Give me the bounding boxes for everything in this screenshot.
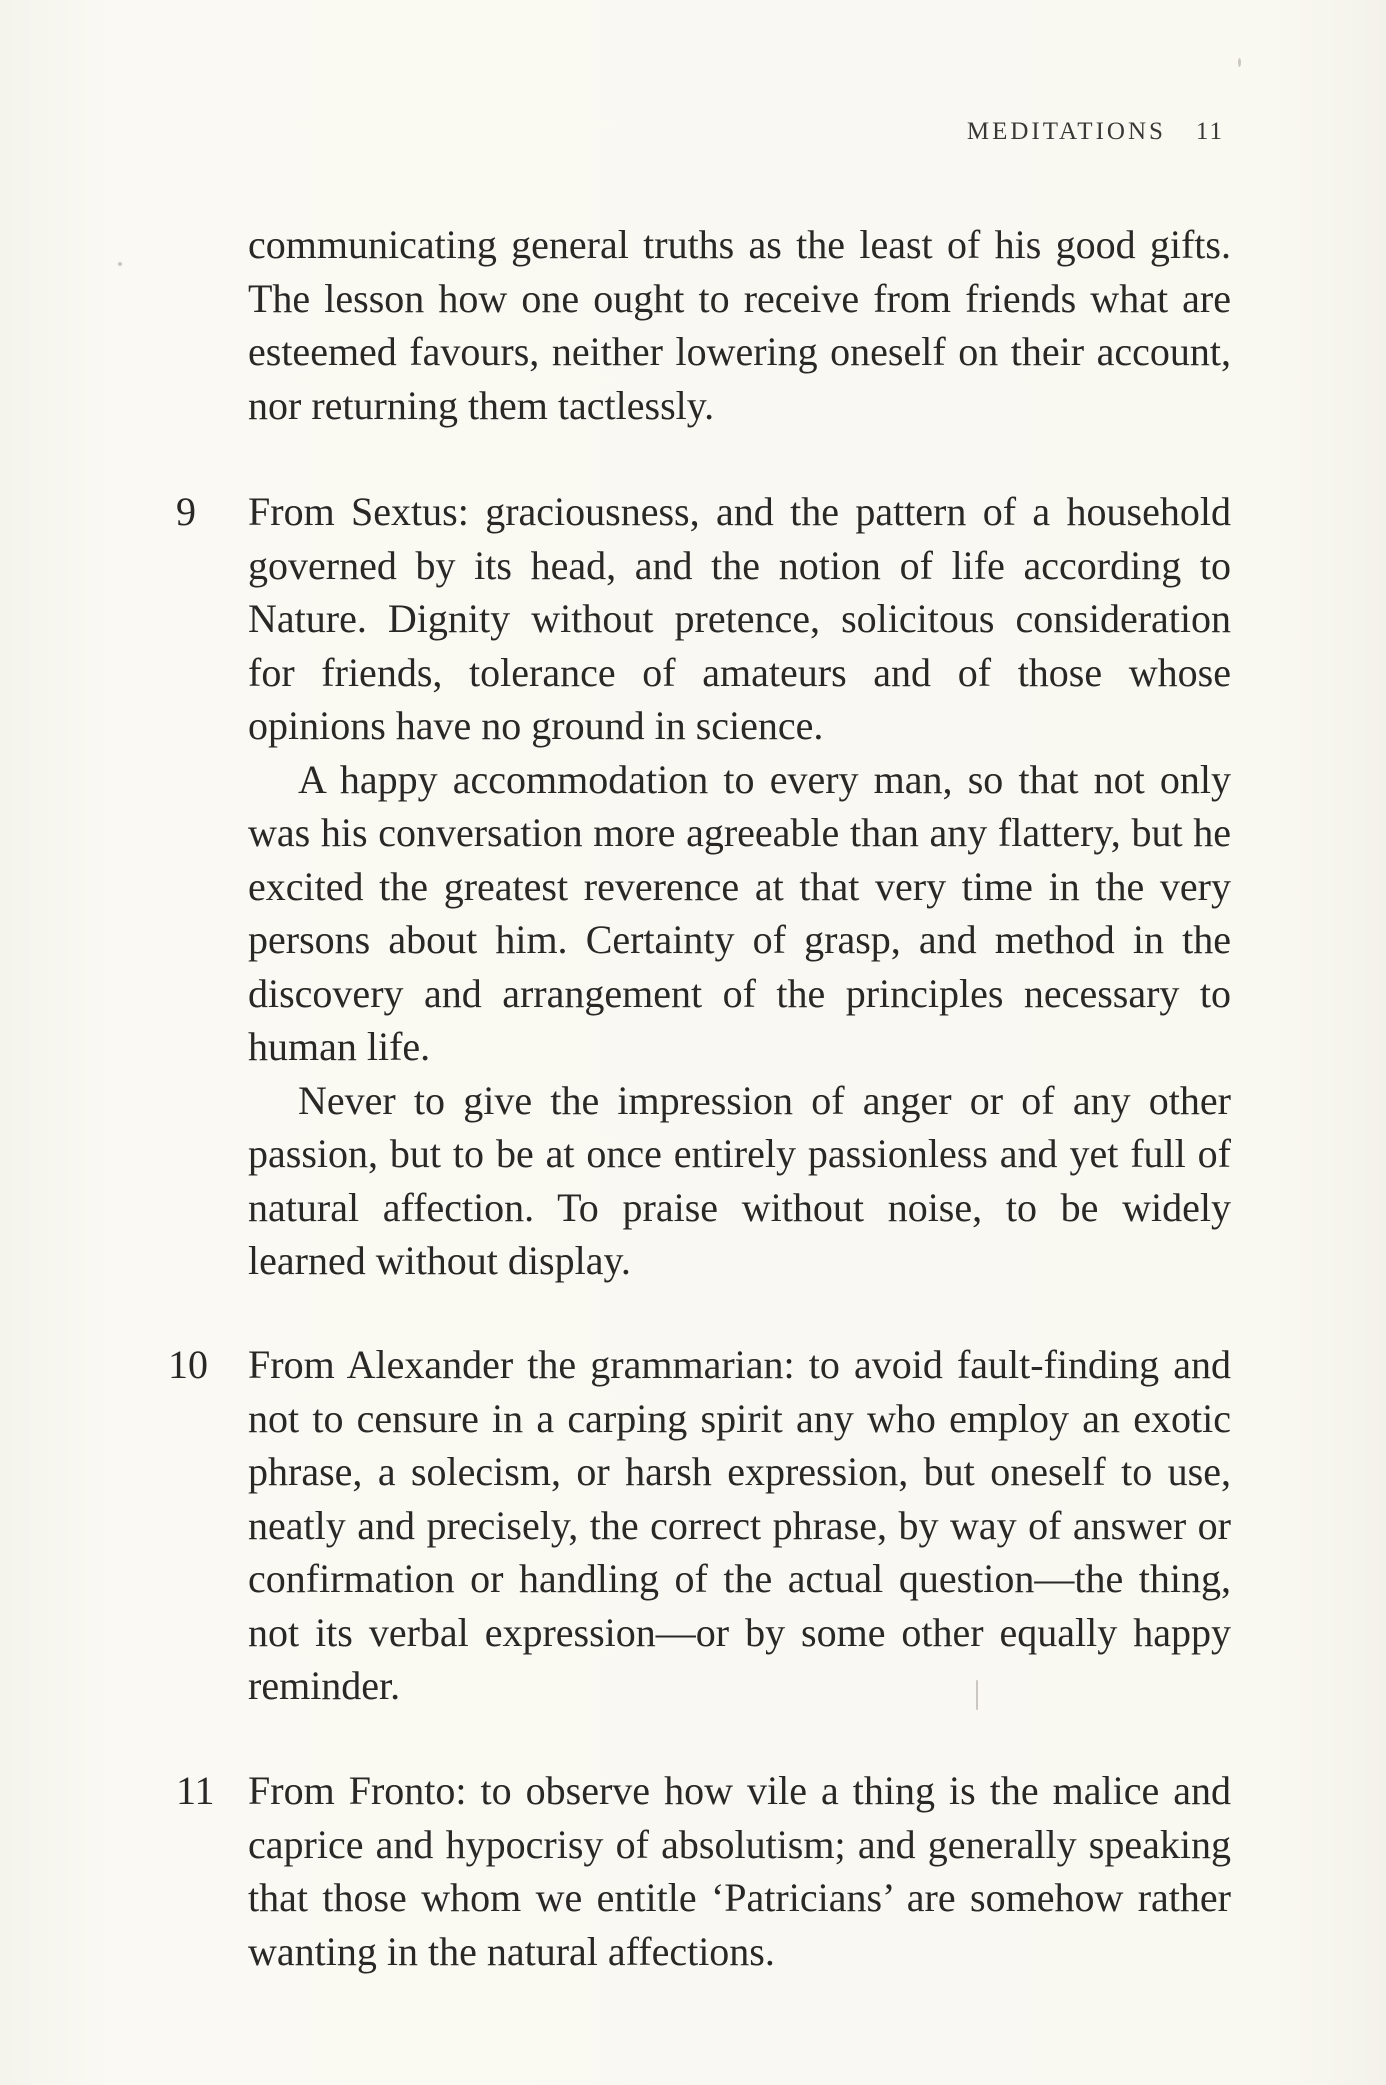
section-number-9: 9 (176, 489, 196, 534)
continuation-paragraph (248, 218, 1231, 432)
running-title: MEDITATIONS (966, 118, 1166, 145)
page-number: 11 (1195, 118, 1224, 145)
section-11-paragraph-1: From Fronto: to observe how vile a thing is the malice and caprice and hypocrisy of absolutism; and generally speaking that those whom we entitle ‘Patricians’ are somehow rather wanting in the natural affections. (248, 1768, 1231, 1974)
scan-speck (1238, 58, 1241, 67)
scan-speck (976, 1680, 978, 1710)
section-10 (248, 1338, 1231, 1713)
section-10-paragraph-1: From Alexander the grammarian: to avoid fault-finding and not to censure in a carping spirit any who employ an exotic phrase, a solecism, or harsh expression, but oneself to use, neatly and precisely, the correct phrase, by way of answer or confirmation or handling of the actual question—the thing, not its verbal expression—or by some other equally happy reminder. (248, 1342, 1231, 1708)
section-9 (248, 485, 1231, 1288)
running-head (967, 118, 1224, 146)
section-11 (248, 1764, 1231, 1978)
scan-speck (118, 262, 122, 266)
section-number-10: 10 (168, 1342, 208, 1387)
section-number-11: 11 (176, 1768, 215, 1813)
section-9-paragraph-3: Never to give the impression of anger or of any other passion, but to be at once entirely passionless and yet full of natural affection. To praise without noise, to be widely learned without display. (248, 1077, 1231, 1283)
paragraph-text: communicating general truths as the least of his good gifts. The lesson how one ought to receive from friends what are esteemed favours, neither lowering oneself on their account, nor returning them tactlessly. (248, 222, 1231, 428)
section-9-paragraph-2: A happy accommodation to every man, so that not only was his conversation more agreeable than any flattery, but he excited the greatest reverence at that very time in the very persons about him. Certainty of grasp, and method in the discovery and arrangement of the principles necessary to human life. (248, 756, 1231, 1069)
section-9-paragraph-1: From Sextus: graciousness, and the pattern of a household governed by its head, and the notion of life according to Nature. Dignity without pretence, solicitous consideration for friends, tolerance of amateurs and of those whose opinions have no ground in science. (248, 489, 1231, 748)
